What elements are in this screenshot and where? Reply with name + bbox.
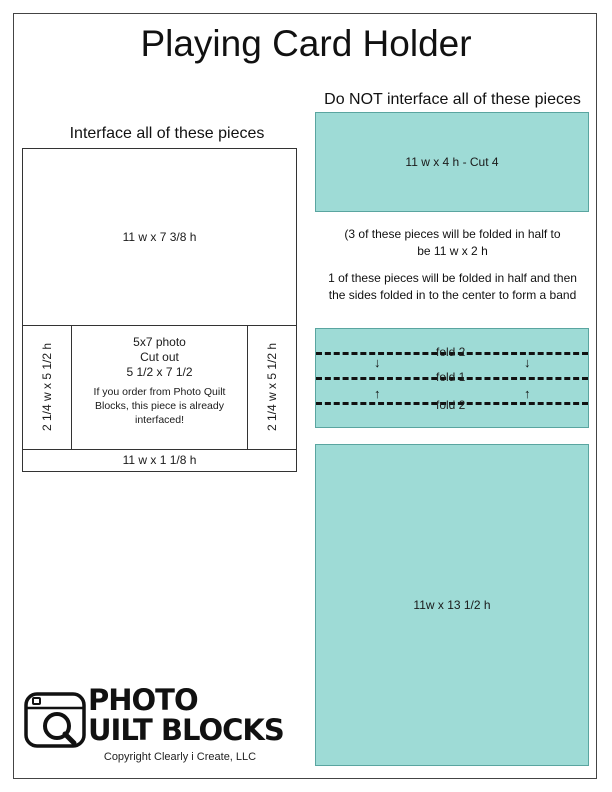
side-piece-left-label: 2 1/4 w x 5 1/2 h bbox=[40, 342, 54, 432]
photo-line1: 5x7 photo bbox=[133, 335, 186, 349]
arrow-down-icon: ↓ bbox=[524, 355, 531, 370]
logo-line1: PHOTO bbox=[88, 683, 198, 717]
arrow-down-icon: ↓ bbox=[374, 355, 381, 370]
band-piece bbox=[315, 328, 589, 428]
back-piece bbox=[315, 444, 589, 766]
logo bbox=[24, 683, 294, 752]
top-piece-label: 11 w x 7 3/8 h bbox=[122, 230, 197, 244]
photo-line3: 5 1/2 x 7 1/2 bbox=[126, 365, 193, 379]
copyright: Copyright Clearly i Create, LLC bbox=[103, 751, 257, 763]
left-heading: Interface all of these pieces bbox=[69, 125, 265, 142]
right-heading: Do NOT interface all of these pieces bbox=[324, 91, 581, 108]
logo-line2: UILT BLOCKS bbox=[88, 713, 284, 747]
photo-piece bbox=[72, 325, 247, 449]
fold-label: fold 2 bbox=[436, 345, 466, 359]
bottom-strip-piece bbox=[23, 449, 296, 471]
page-title: Playing Card Holder bbox=[140, 23, 472, 64]
photo-note: If you order from Photo Quilt Blocks, this piece is already interfaced! bbox=[93, 386, 226, 426]
side-piece-right-label: 2 1/4 w x 5 1/2 h bbox=[265, 342, 279, 432]
fold-note-2: 1 of these pieces will be folded in half and then the sides folded in to the center to form a band bbox=[328, 271, 577, 302]
fold-label: fold 2 bbox=[436, 398, 466, 412]
fold-label: fold 1 bbox=[436, 370, 466, 384]
back-piece-label: 11w x 13 1/2 h bbox=[413, 598, 491, 612]
fold-note-1: (3 of these pieces will be folded in half to be 11 w x 2 h bbox=[344, 227, 561, 258]
top-piece bbox=[23, 149, 296, 325]
lining-piece-label: 11 w x 4 h - Cut 4 bbox=[405, 155, 499, 169]
bottom-strip-label: 11 w x 1 1/8 h bbox=[122, 453, 197, 467]
arrow-up-icon: ↑ bbox=[524, 386, 531, 401]
side-piece-left bbox=[23, 325, 72, 449]
lining-piece bbox=[315, 112, 589, 212]
interfaced-pieces-group bbox=[22, 148, 297, 472]
camera-icon bbox=[24, 688, 86, 750]
side-piece-right bbox=[247, 325, 296, 449]
arrow-up-icon: ↑ bbox=[374, 386, 381, 401]
photo-line2: Cut out bbox=[140, 350, 179, 364]
